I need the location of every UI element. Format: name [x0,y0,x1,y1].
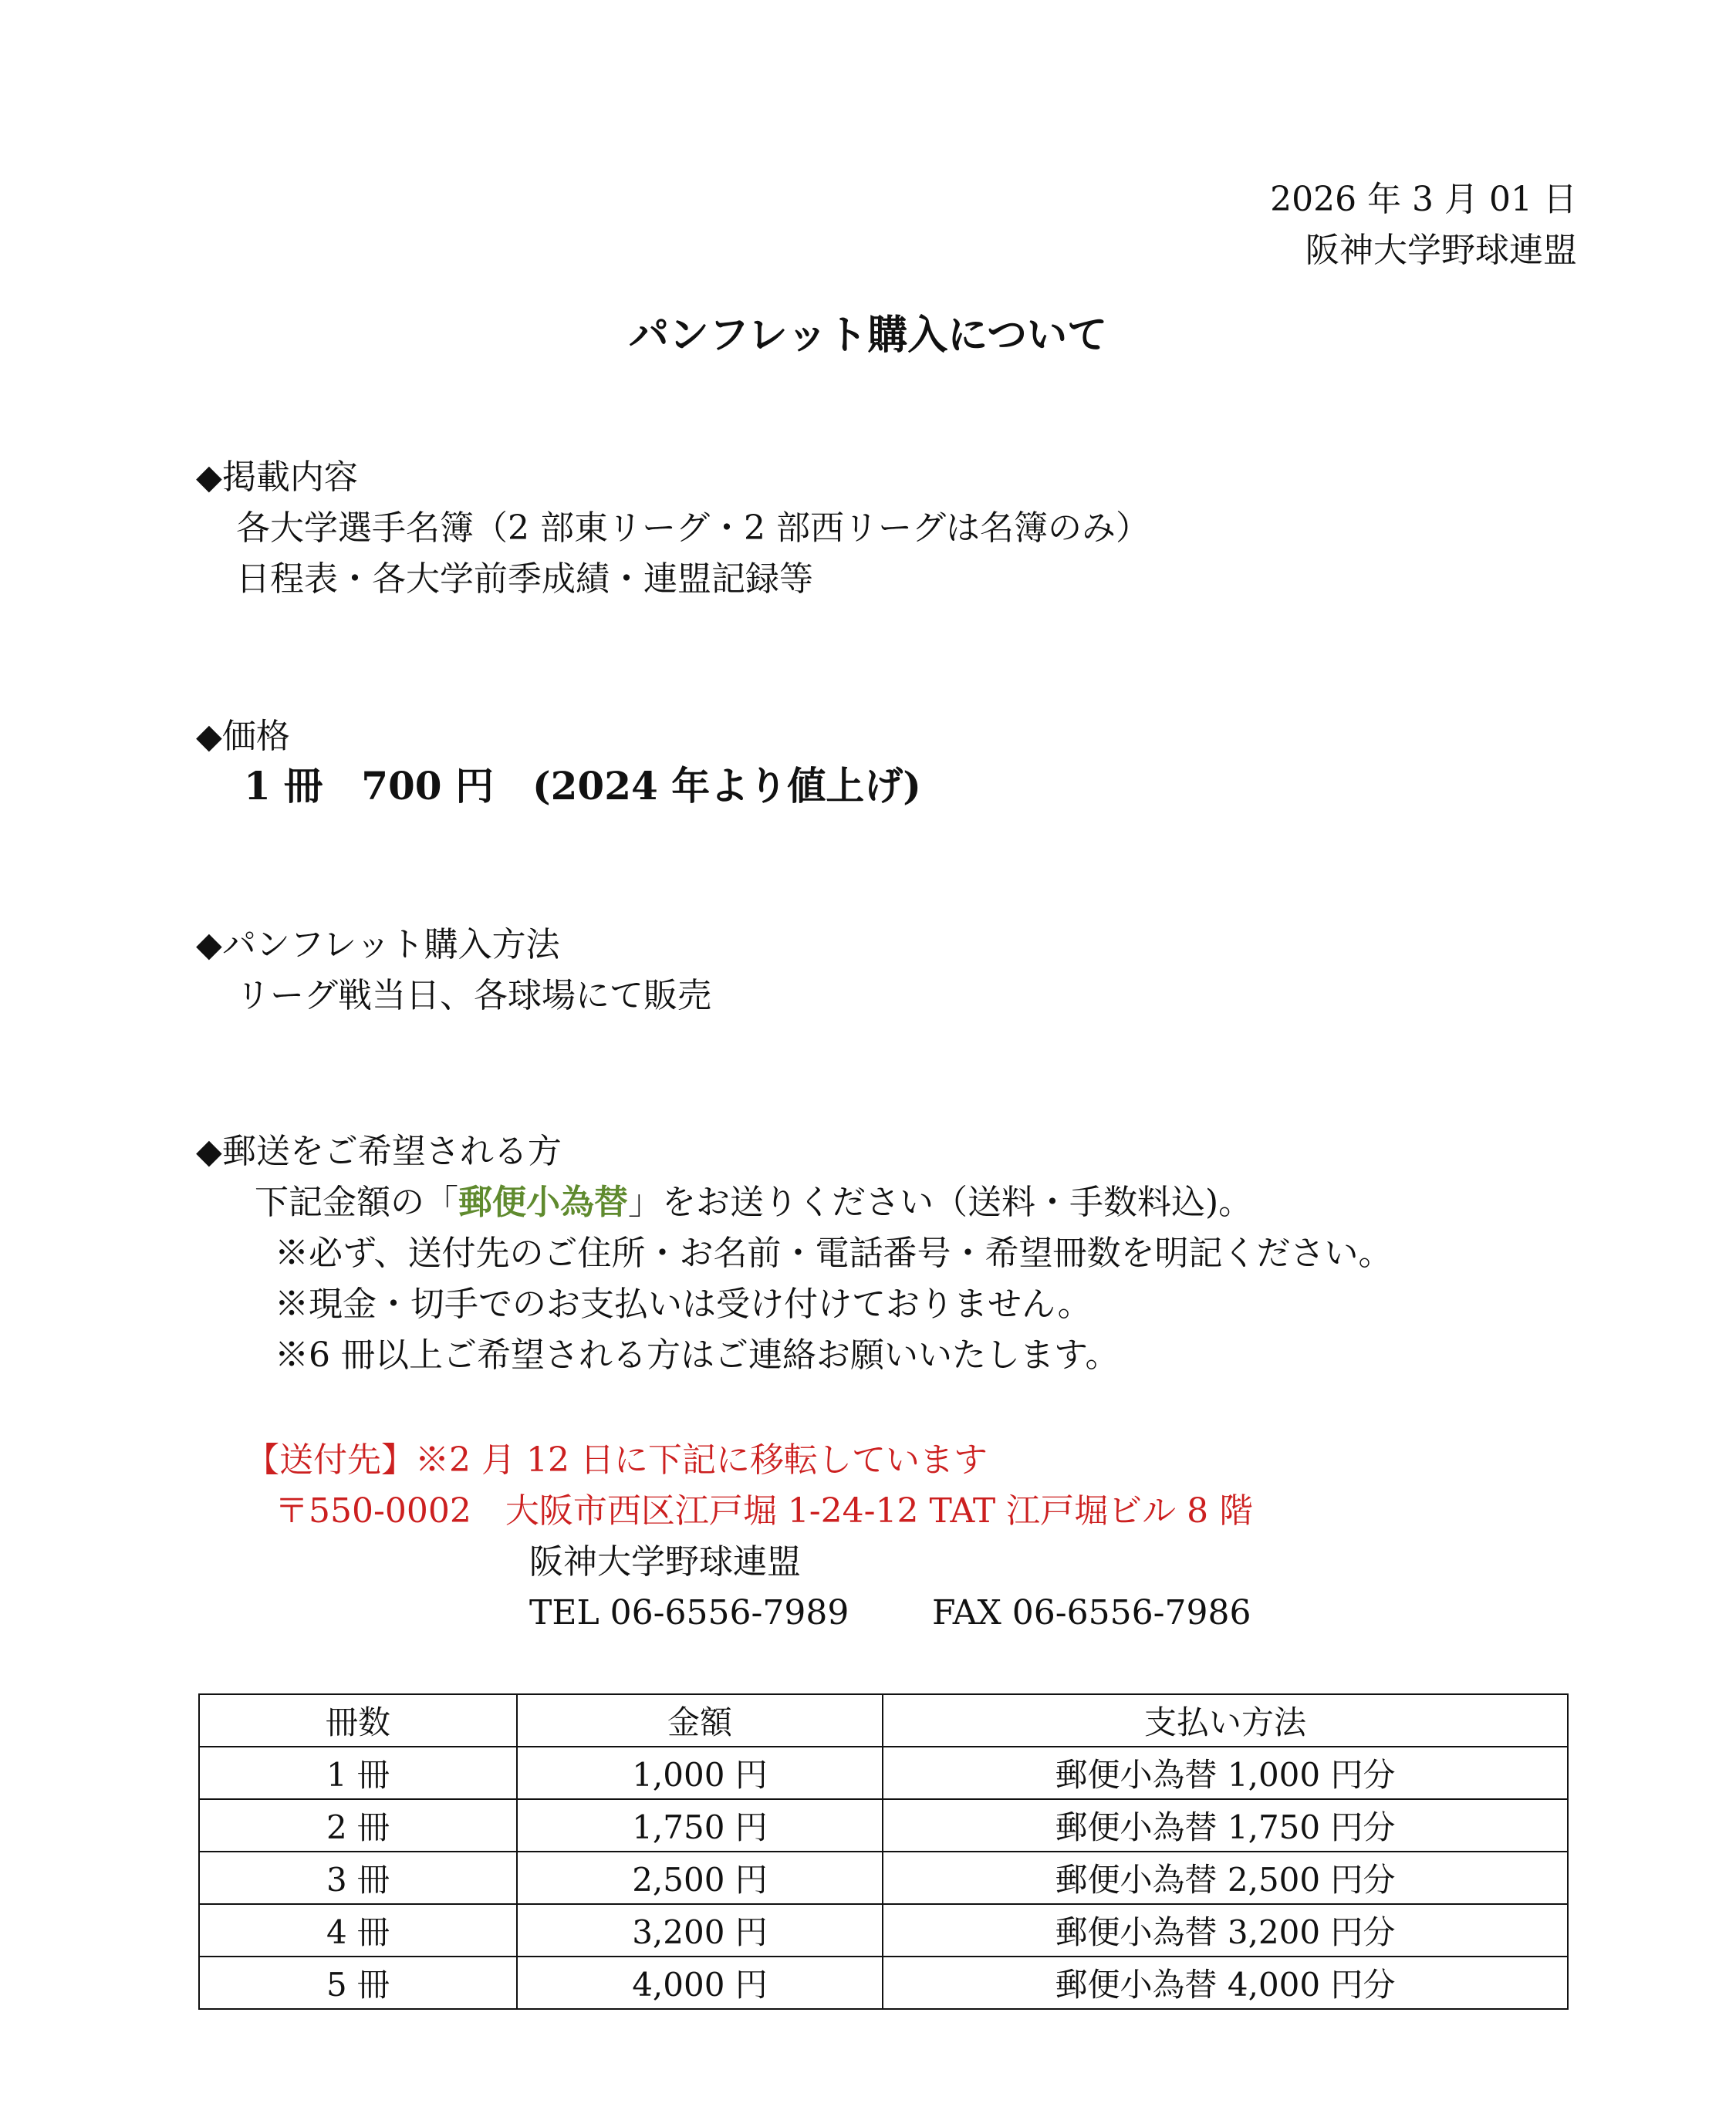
table-cell: 1,000 円 [517,1747,883,1799]
address-tel: TEL 06-6556-7989 [529,1593,849,1632]
table-cell: 郵便小為替 1,750 円分 [883,1799,1568,1852]
mail-note: ※現金・切手でのお支払いは受け付けておりません。 [275,1285,1092,1324]
table-header-cell: 金額 [517,1694,883,1747]
table-header-row [199,1694,1568,1747]
table-cell: 3 冊 [199,1852,517,1904]
contents-line: 各大学選手名簿（2 部東リーグ・2 部西リーグは名簿のみ） [236,508,1150,548]
table-header-cell: 支払い方法 [883,1694,1568,1747]
table-row [199,1904,1568,1957]
price-heading: ◆価格 [196,717,290,756]
table-cell: 4 冊 [199,1904,517,1957]
postal-order-highlight: 郵便小為替 [458,1183,628,1222]
table-cell: 郵便小為替 1,000 円分 [883,1747,1568,1799]
price-table [198,1693,1569,2010]
page-title: パンフレット購入について [628,312,1108,359]
purchase-heading: ◆パンフレット購入方法 [196,925,560,964]
price-text: 1 冊 700 円 (2024 年より値上げ) [244,763,921,809]
table-cell: 郵便小為替 3,200 円分 [883,1904,1568,1957]
table-row [199,1747,1568,1799]
table-header-cell: 冊数 [199,1694,517,1747]
issuer-org: 阪神大学野球連盟 [1305,231,1577,270]
table-cell: 郵便小為替 4,000 円分 [883,1957,1568,2009]
mail-note: ※6 冊以上ご希望される方はご連絡お願いいたします。 [275,1335,1120,1375]
table-cell: 4,000 円 [517,1957,883,2009]
table-cell: 郵便小為替 2,500 円分 [883,1852,1568,1904]
contents-heading: ◆掲載内容 [196,458,358,497]
mail-note: ※必ず、送付先のご住所・お名前・電話番号・希望冊数を明記ください。 [275,1234,1393,1273]
table-row [199,1799,1568,1852]
address-org: 阪神大学野球連盟 [529,1542,801,1582]
address-fax: FAX 06-6556-7986 [932,1593,1251,1632]
mail-heading: ◆郵送をご希望される方 [196,1132,562,1171]
table-row [199,1957,1568,2009]
address-heading: 【送付先】※2 月 12 日に下記に移転しています [245,1440,988,1480]
table-cell: 1 冊 [199,1747,517,1799]
mail-instruction [255,1177,1252,1228]
issue-date: 2026 年 3 月 01 日 [1270,180,1577,219]
mail-instruction-prefix: 下記金額の「 [255,1183,458,1222]
contents-line: 日程表・各大学前季成績・連盟記録等 [236,559,813,599]
table-cell: 1,750 円 [517,1799,883,1852]
mail-instruction-suffix: 」をお送りください（送料・手数料込)。 [628,1183,1253,1222]
table-cell: 5 冊 [199,1957,517,2009]
address-line: 〒550-0002 大阪市西区江戸堀 1-24-12 TAT 江戸堀ビル 8 階 [275,1491,1254,1531]
table-cell: 3,200 円 [517,1904,883,1957]
table-row [199,1852,1568,1904]
table-cell: 2 冊 [199,1799,517,1852]
purchase-method: リーグ戦当日、各球場にて販売 [236,976,711,1015]
table-cell: 2,500 円 [517,1852,883,1904]
